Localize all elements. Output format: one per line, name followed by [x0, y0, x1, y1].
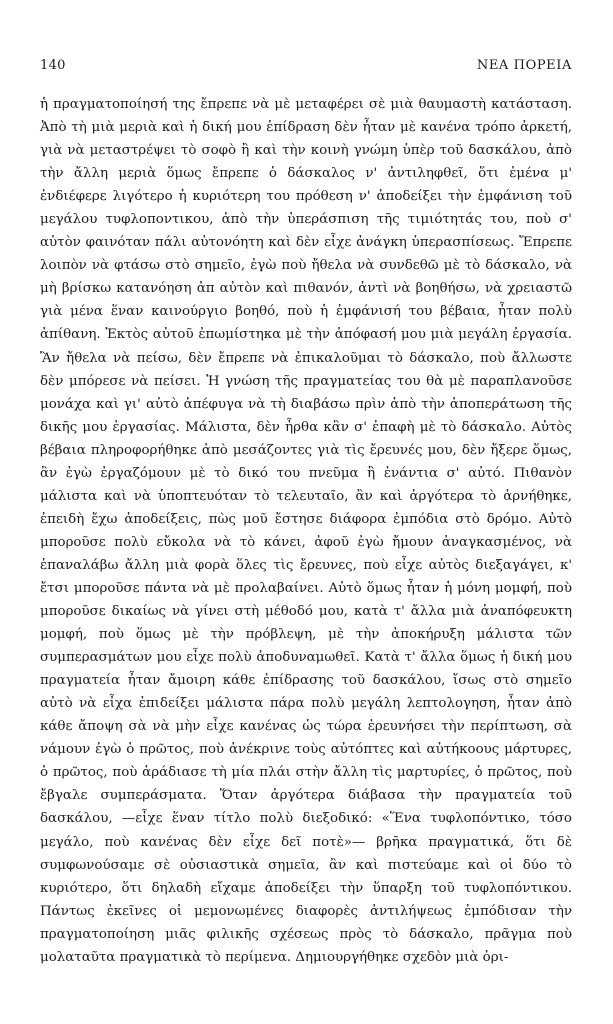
- paragraph: ἡ πραγματοποίησή της ἔπρεπε νὰ μὲ μεταφέρει σὲ μιὰ θαυμαστὴ κατάσταση. Ἀπὸ τὴ μιὰ μεριὰ καὶ ἡ δική μου ἐπίδραση δὲν ἦταν μὲ κανένα τρόπο ἀρκετή, γιὰ νὰ μεταστρέψει τὸ σοφὸ ἢ καὶ τὴν κοινὴ γνώμη ὑπὲρ τοῦ δασκάλου, ἀπὸ τὴν ἄλλη μεριὰ ὅμως ἔπρεπε ὁ δάσκαλος ν' ἀντιληφθεῖ, ὅτι ἐμένα μ' ἐνδιέφερε λιγότερο ἡ κυριότερη του πρόθεση ν' ἀποδείξει τὴν ἐμφάνιση τοῦ μεγάλου τυφλοποντικου, ἀπὸ τὴν ὑπεράσπιση τῆς τιμιότητάς του, ποὺ σ' αὐτὸν φαινόταν πάλι αὐτονόητη καὶ δὲν εἶχε ἀνάγκη ὑπερασπίσεως. Ἔπρεπε λοιπὸν νὰ φτάσω στὸ σημεῖο, ἐγὼ ποὺ ἤθελα νὰ συνδεθῶ μὲ τὸ δάσκαλο, νὰ μὴ βρίσκω κατανόηση ἀπ αὐτὸν καὶ πιθανόν, ἀντὶ νὰ βοηθήσω, νὰ χρειαστῶ γιὰ μένα ἕναν καινούργιο βοηθό, ποὺ ἡ ἐμφάνισή του βέβαια, ἦταν πολὺ ἀπίθανη. Ἐκτὸς αὐτοῦ ἐπωμίστηκα μὲ τὴν ἀπόφασή μου μιὰ μεγάλη ἐργασία. Ἂν ἤθελα νὰ πείσω, δὲν ἔπρεπε νὰ ἐπικαλοῦμαι τὸ δάσκαλο, ποὺ ἄλλωστε δὲν μπόρεσε νὰ πείσει. Ἡ γνώση τῆς πραγματείας του θὰ μὲ παραπλανοῦσε μονάχα καὶ γι' αὐτὸ ἀπέφυγα νὰ τὴ διαβάσω πρὶν ἀπὸ τὴν ἀποπεράτωση τῆς δικῆς μου ἐργασίας. Μάλιστα, δὲν ἦρθα κἂν σ' ἐπαφὴ μὲ τὸ δάσκαλο. Αὐτὸς βέβαια πληροφορήθηκε ἀπὸ μεσάζοντες γιὰ τὶς ἔρευνές μου, δὲν ἤξερε ὅμως, ἂν ἐγὼ ἐργαζόμουν μὲ τὸ δικό του πνεῦμα ἢ ἐνάντια σ' αὐτό. Πιθανὸν μάλιστα καὶ νὰ ὑποπτευόταν τὸ τελευταῖο, ἂν καὶ ἀργότερα τὸ ἀρνήθηκε, ἐπειδὴ ἔχω ἀποδείξεις, πὼς μοῦ ἔστησε διάφορα ἐμπόδια στὸ δρόμο. Αὐτὸ μποροῦσε πολὺ εὔκολα νὰ τὸ κάνει, ἀφοῦ ἐγὼ ἤμουν ἀναγκασμένος, νὰ ἐπαναλάβω ἄλλη μιὰ φορὰ ὅλες τὶς ἔρευνες, ποὺ εἶχε αὐτὸς διεξαγάγει, κ' ἔτσι μποροῦσε πάντα νὰ μὲ προλαβαίνει. Αὐτὸ ὅμως ἦταν ἡ μόνη μομφή, ποὺ μποροῦσε δικαίως νὰ γίνει στὴ μέθοδό μου, κατὰ τ' ἄλλα μιὰ ἀναπόφευκτη μομφή, ποὺ ὅμως μὲ τὴν πρόβλεψη, μὲ τὴν ἀποκήρυξη μάλιστα τῶν συμπερασμάτων μου εἶχε πολὺ ἀποδυναμωθεῖ. Κατὰ τ' ἄλλα ὅμως ἡ δική μου πραγματεία ἦταν ἄμοιρη κάθε ἐπίδρασης τοῦ δασκάλου, ἴσως στὸ σημεῖο αὐτὸ νὰ εἶχα ἐπιδείξει μάλιστα πάρα πολὺ μεγάλη λεπτολογηση, ἦταν ἀπὸ κάθε ἄποψη σὰ νὰ μὴν εἶχε κανένας ὡς τώρα ἐρευνήσει τὴν περίπτωση, σὰ νάμουν ἐγὼ ὁ πρῶτος, ποὺ ἀνέκρινε τοὺς αὐτόπτες καὶ αὐτήκοους μάρτυρες, ὁ πρῶτος, ποὺ ἀράδιασε τὴ μία πλάι στὴν ἄλλη τὶς μαρτυρίες, ὁ πρῶτος, ποὺ ἔβγαλε συμπεράσματα. Ὅταν ἀργότερα διάβασα τὴν πραγματεία τοῦ δασκάλου, —εἶχε ἕναν τίτλο πολὺ διεξοδικό: «Ἕνα τυφλοπόντικο, τόσο μεγάλο, ποὺ κανένας δὲν εἶχε δεῖ ποτὲ»— βρῆκα πραγματικά, ὅτι δὲ συμφωνούσαμε σὲ οὐσιαστικὰ σημεῖα, ἂν καὶ πιστεύαμε καὶ οἱ δύο τὸ κυριότερο, ὅτι δηλαδὴ εἴχαμε ἀποδείξει τὴν ὕπαρξη τοῦ τυφλοπόντικου. Πάντως ἐκεῖνες οἱ μεμονωμένες διαφορὲς ἀντιλήψεως ἐμπόδισαν τὴν πραγματοποίηση μιᾶς φιλικῆς σχέσεως πρὸς τὸ δάσκαλο, πρᾶγμα ποὺ μολαταῦτα πραγματικὰ τὸ περίμενα. Δημιουργήθηκε σχεδὸν μιὰ ὁρι-: [40, 97, 572, 965]
- page-header: [40, 58, 572, 80]
- book-page: [40, 58, 572, 969]
- running-title: ΝΕΑ ΠΟΡΕΙΑ: [476, 58, 572, 73]
- page-number: 140: [40, 58, 66, 73]
- body-text: [40, 93, 572, 969]
